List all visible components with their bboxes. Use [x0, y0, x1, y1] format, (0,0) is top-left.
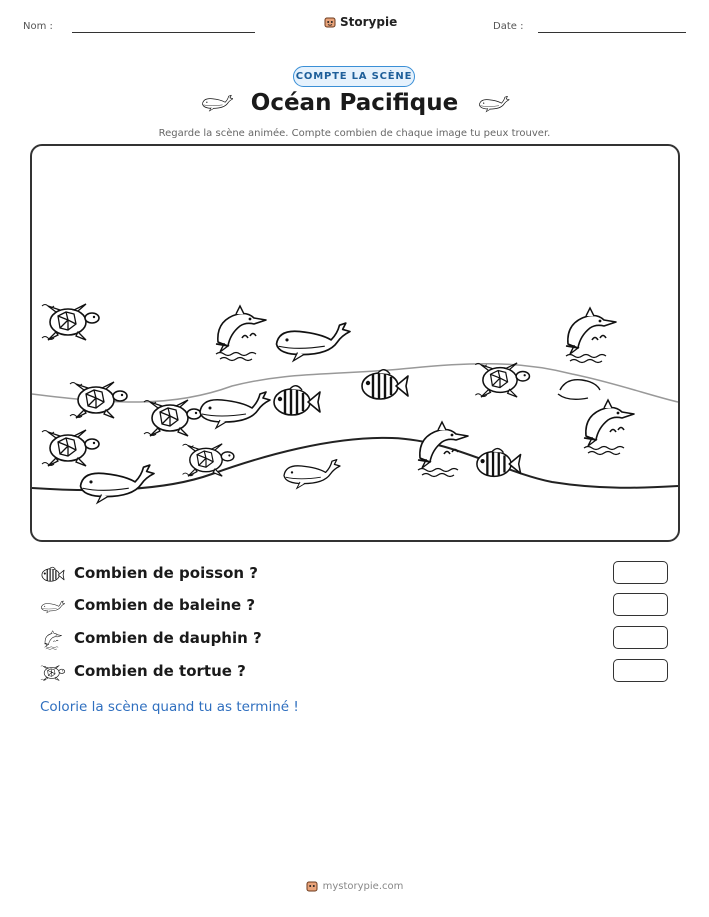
turtle-1 — [42, 304, 99, 340]
site-footer — [0, 880, 709, 892]
whale-icon — [199, 94, 233, 114]
question-text: Combien de tortue ? — [74, 662, 246, 680]
site-url[interactable]: mystorypie.com — [322, 880, 404, 892]
logo-text: Storypie — [340, 15, 398, 29]
ocean-scene-drawing — [32, 146, 678, 540]
date-label: Date : — [493, 21, 524, 32]
fish-1 — [274, 386, 320, 415]
dolphin-icon — [40, 630, 66, 650]
answer-box-turtle[interactable] — [613, 659, 668, 682]
storypie-logo-icon — [306, 880, 318, 892]
coloring-note: Colorie la scène quand tu as terminé ! — [40, 699, 299, 715]
turtle-3 — [42, 430, 99, 466]
ocean-scene — [30, 144, 680, 542]
turtle-6 — [475, 363, 529, 397]
fish-2 — [362, 370, 408, 399]
question-row-turtle — [40, 659, 680, 687]
wave-line-back — [32, 364, 678, 402]
answer-box-whale[interactable] — [613, 593, 668, 616]
fish-3 — [477, 449, 521, 477]
whale-3 — [200, 392, 270, 428]
question-text: Combien de poisson ? — [74, 564, 258, 582]
question-row-fish — [40, 561, 680, 589]
turtle-2 — [70, 382, 127, 418]
question-row-dolphin — [40, 626, 680, 654]
question-text: Combien de baleine ? — [74, 596, 256, 614]
page-title — [0, 90, 709, 116]
page-title-text: Océan Pacifique — [250, 90, 459, 116]
turtle-5 — [183, 444, 234, 476]
whale-2 — [277, 323, 351, 361]
storypie-logo-icon — [324, 16, 336, 28]
activity-badge: COMPTE LA SCÈNE — [293, 66, 415, 87]
date-field[interactable] — [538, 32, 686, 33]
name-label: Nom : — [23, 21, 53, 32]
instructions: Regarde la scène animée. Compte combien de chaque image tu peux trouver. — [158, 128, 551, 139]
dolphin-2 — [566, 308, 616, 363]
name-field[interactable] — [72, 32, 255, 33]
fish-icon — [40, 565, 66, 585]
turtle-icon — [40, 663, 66, 683]
dolphin-4 — [418, 422, 468, 477]
dolphin-1 — [216, 306, 266, 361]
whale-4 — [284, 460, 340, 489]
storypie-logo — [324, 15, 397, 29]
answer-box-dolphin[interactable] — [613, 626, 668, 649]
whale-1 — [81, 465, 155, 503]
whale-icon — [40, 597, 66, 617]
question-text: Combien de dauphin ? — [74, 629, 262, 647]
answer-box-fish[interactable] — [613, 561, 668, 584]
question-row-whale — [40, 593, 680, 621]
turtle-4 — [144, 400, 201, 436]
dolphin-3 — [584, 400, 634, 455]
whale-icon — [476, 94, 510, 114]
splash-extra — [558, 380, 600, 400]
